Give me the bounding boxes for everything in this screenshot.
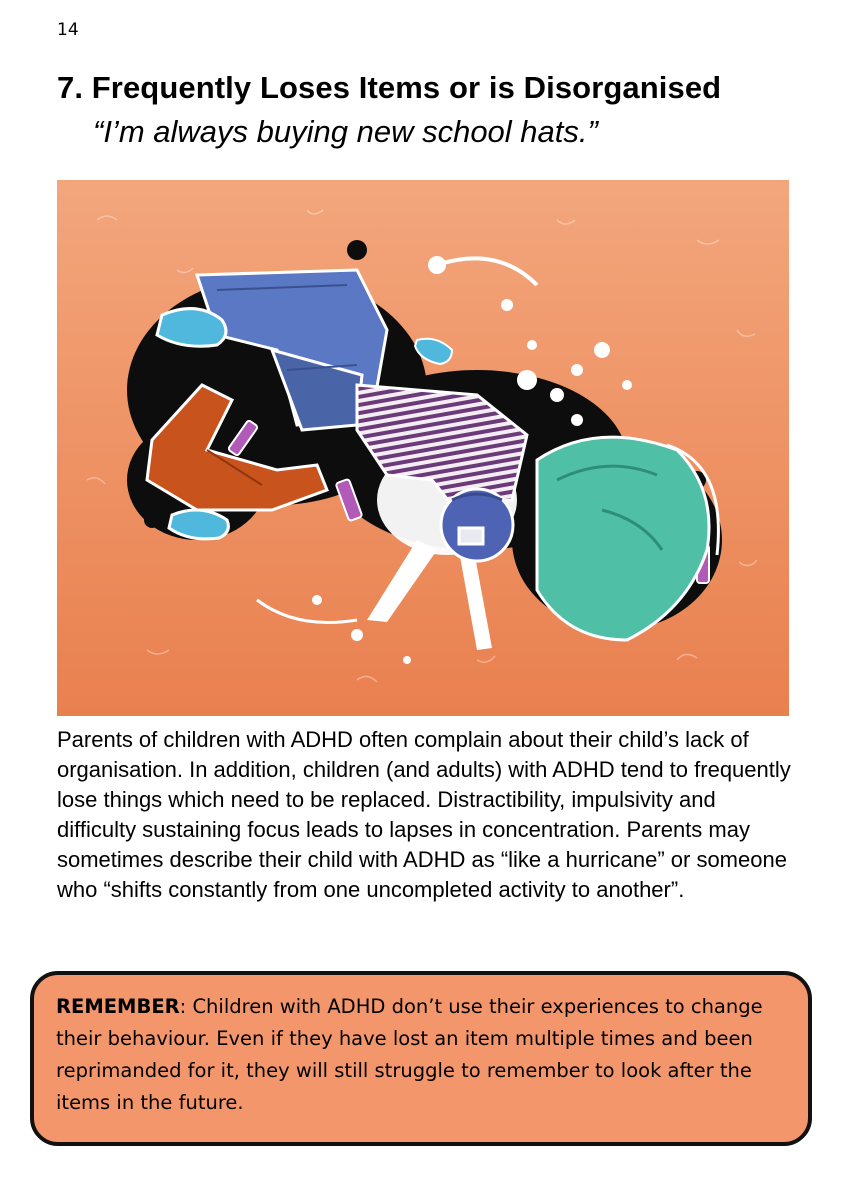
sneaker-drawing-1 [157,309,226,347]
remember-text: : Children with ADHD don’t use their experiences to change their behaviour. Even if they have lost an item multiple times and been reprimanded for it, they will still struggle to remember to look after the items in the future. [56,995,763,1114]
cap-drawing [441,489,513,561]
illustration-scattered-clothes [57,180,789,716]
page-number: 14 [57,20,79,40]
body-paragraph: Parents of children with ADHD often complain about their child’s lack of organisation. In addition, children (and adults) with ADHD tend to frequently lose things which need to be replaced. Distractibility, impulsivity and difficulty sustaining focus leads to lapses in concentration. Parents may sometimes describe their child with ADHD as “like a hurricane” or someone who “shifts constantly from one uncompleted activity to another”. [57,727,791,902]
remember-callout [30,971,812,1146]
illustration-svg [57,180,789,716]
remember-label: REMEMBER [56,995,180,1018]
sneaker-drawing-2 [169,510,228,539]
section-heading: 7. Frequently Loses Items or is Disorganised [57,70,722,105]
section-quote: “I’m always buying new school hats.” [93,114,598,149]
